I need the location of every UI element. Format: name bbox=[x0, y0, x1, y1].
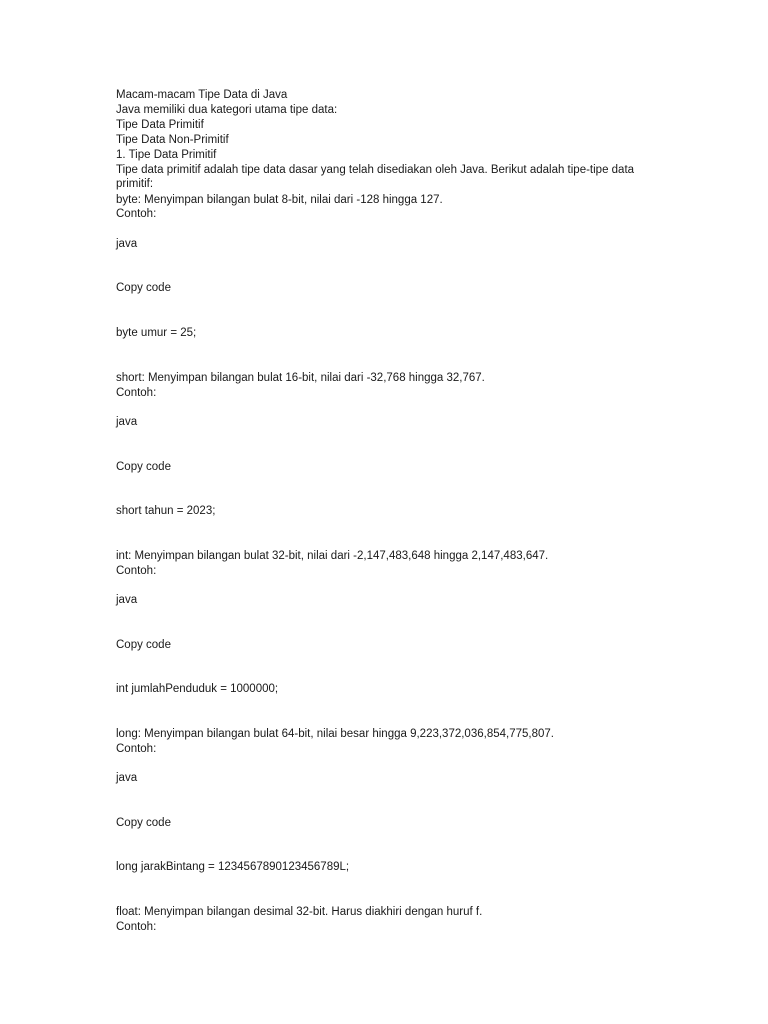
type-description: byte: Menyimpan bilangan bulat 8-bit, nilai dari -128 hingga 127. bbox=[116, 194, 443, 206]
example-label: Contoh: bbox=[116, 743, 157, 755]
copy-code-label: Copy code bbox=[116, 639, 171, 651]
code-line: long jarakBintang = 1234567890123456789L; bbox=[116, 861, 350, 873]
code-line: int jumlahPenduduk = 1000000; bbox=[116, 683, 279, 695]
type-description: long: Menyimpan bilangan bulat 64-bit, nilai besar hingga 9,223,372,036,854,775,807. bbox=[116, 728, 554, 740]
section-intro: Tipe data primitif adalah tipe data dasar yang telah disediakan oleh Java. Berikut adalah tipe-tipe data bbox=[116, 164, 635, 176]
copy-code-label: Copy code bbox=[116, 461, 171, 473]
code-language-label: java bbox=[116, 238, 138, 250]
type-description: float: Menyimpan bilangan desimal 32-bit. Harus diakhiri dengan huruf f. bbox=[116, 906, 483, 918]
intro-text: Java memiliki dua kategori utama tipe data: bbox=[116, 104, 338, 116]
copy-code-label: Copy code bbox=[116, 282, 171, 294]
section-heading: 1. Tipe Data Primitif bbox=[116, 149, 217, 161]
example-label: Contoh: bbox=[116, 208, 157, 220]
example-label: Contoh: bbox=[116, 565, 157, 577]
code-language-label: java bbox=[116, 772, 138, 784]
section-intro: primitif: bbox=[116, 178, 154, 190]
type-description: int: Menyimpan bilangan bulat 32-bit, nilai dari -2,147,483,648 hingga 2,147,483,647. bbox=[116, 550, 549, 562]
type-description: short: Menyimpan bilangan bulat 16-bit, nilai dari -32,768 hingga 32,767. bbox=[116, 372, 485, 384]
example-label: Contoh: bbox=[116, 387, 157, 399]
code-language-label: java bbox=[116, 416, 138, 428]
code-language-label: java bbox=[116, 594, 138, 606]
code-line: short tahun = 2023; bbox=[116, 505, 216, 517]
code-line: byte umur = 25; bbox=[116, 327, 197, 339]
category-item: Tipe Data Primitif bbox=[116, 119, 204, 131]
copy-code-label: Copy code bbox=[116, 817, 171, 829]
category-item: Tipe Data Non-Primitif bbox=[116, 134, 229, 146]
document-title: Macam-macam Tipe Data di Java bbox=[116, 89, 288, 101]
example-label: Contoh: bbox=[116, 921, 157, 933]
